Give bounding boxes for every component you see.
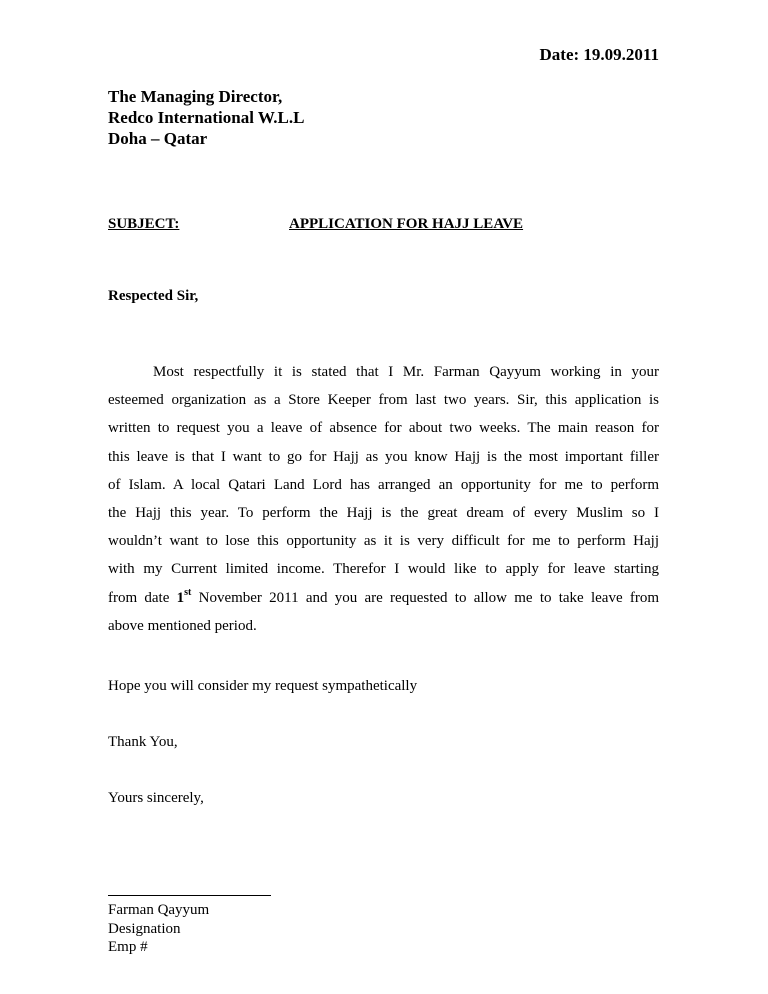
letter-date: Date: 19.09.2011 (539, 45, 659, 64)
signature-block (108, 901, 209, 957)
closing-thanks: Thank You, (108, 734, 178, 750)
body-line: wouldn’t want to lose this opportunity as it is very difficult for me to perform Hajj (108, 533, 659, 550)
closing-hope: Hope you will consider my request sympathetically (108, 678, 418, 694)
salutation: Respected Sir, (108, 288, 199, 304)
body-line-date-suffix: November 2011 and you are requested to allow me to take leave from (191, 589, 660, 606)
signature-name: Farman Qayyum (108, 902, 210, 918)
recipient-address (108, 86, 304, 149)
body-line: above mentioned period. (108, 617, 257, 634)
body-line: esteemed organization as a Store Keeper from last two years. Sir, this application is (108, 392, 659, 409)
subject-label: SUBJECT: (108, 216, 180, 232)
signature-line (108, 895, 271, 896)
body-line: the Hajj this year. To perform the Hajj is the great dream of every Muslim so I (108, 504, 659, 521)
closing-yours-sincerely: Yours sincerely, (108, 790, 204, 806)
body-line: this leave is that I want to go for Hajj as you know Hajj is the most important filler (108, 448, 659, 465)
signature-emp-number: Emp # (108, 939, 148, 955)
recipient-location: Doha – Qatar (108, 129, 208, 148)
body-line: of Islam. A local Qatari Land Lord has arranged an opportunity for me to perform (108, 476, 659, 493)
subject-text: APPLICATION FOR HAJJ LEAVE (289, 216, 524, 232)
body-line: Most respectfully it is stated that I Mr. Farman Qayyum working in your (153, 364, 659, 380)
body-line-date-prefix: from date (108, 589, 177, 606)
recipient-title: The Managing Director, (108, 87, 283, 106)
date-ordinal-suffix: st (184, 586, 192, 598)
signature-designation: Designation (108, 920, 181, 937)
recipient-company: Redco International W.L.L (108, 108, 305, 127)
letter-body (108, 358, 659, 640)
body-line-date (108, 584, 659, 612)
date-ordinal: 1 (176, 589, 185, 606)
body-line: written to request you a leave of absence for about two weeks. The main reason for (108, 420, 659, 437)
body-line: with my Current limited income. Therefor I would like to apply for leave starting (108, 561, 659, 578)
